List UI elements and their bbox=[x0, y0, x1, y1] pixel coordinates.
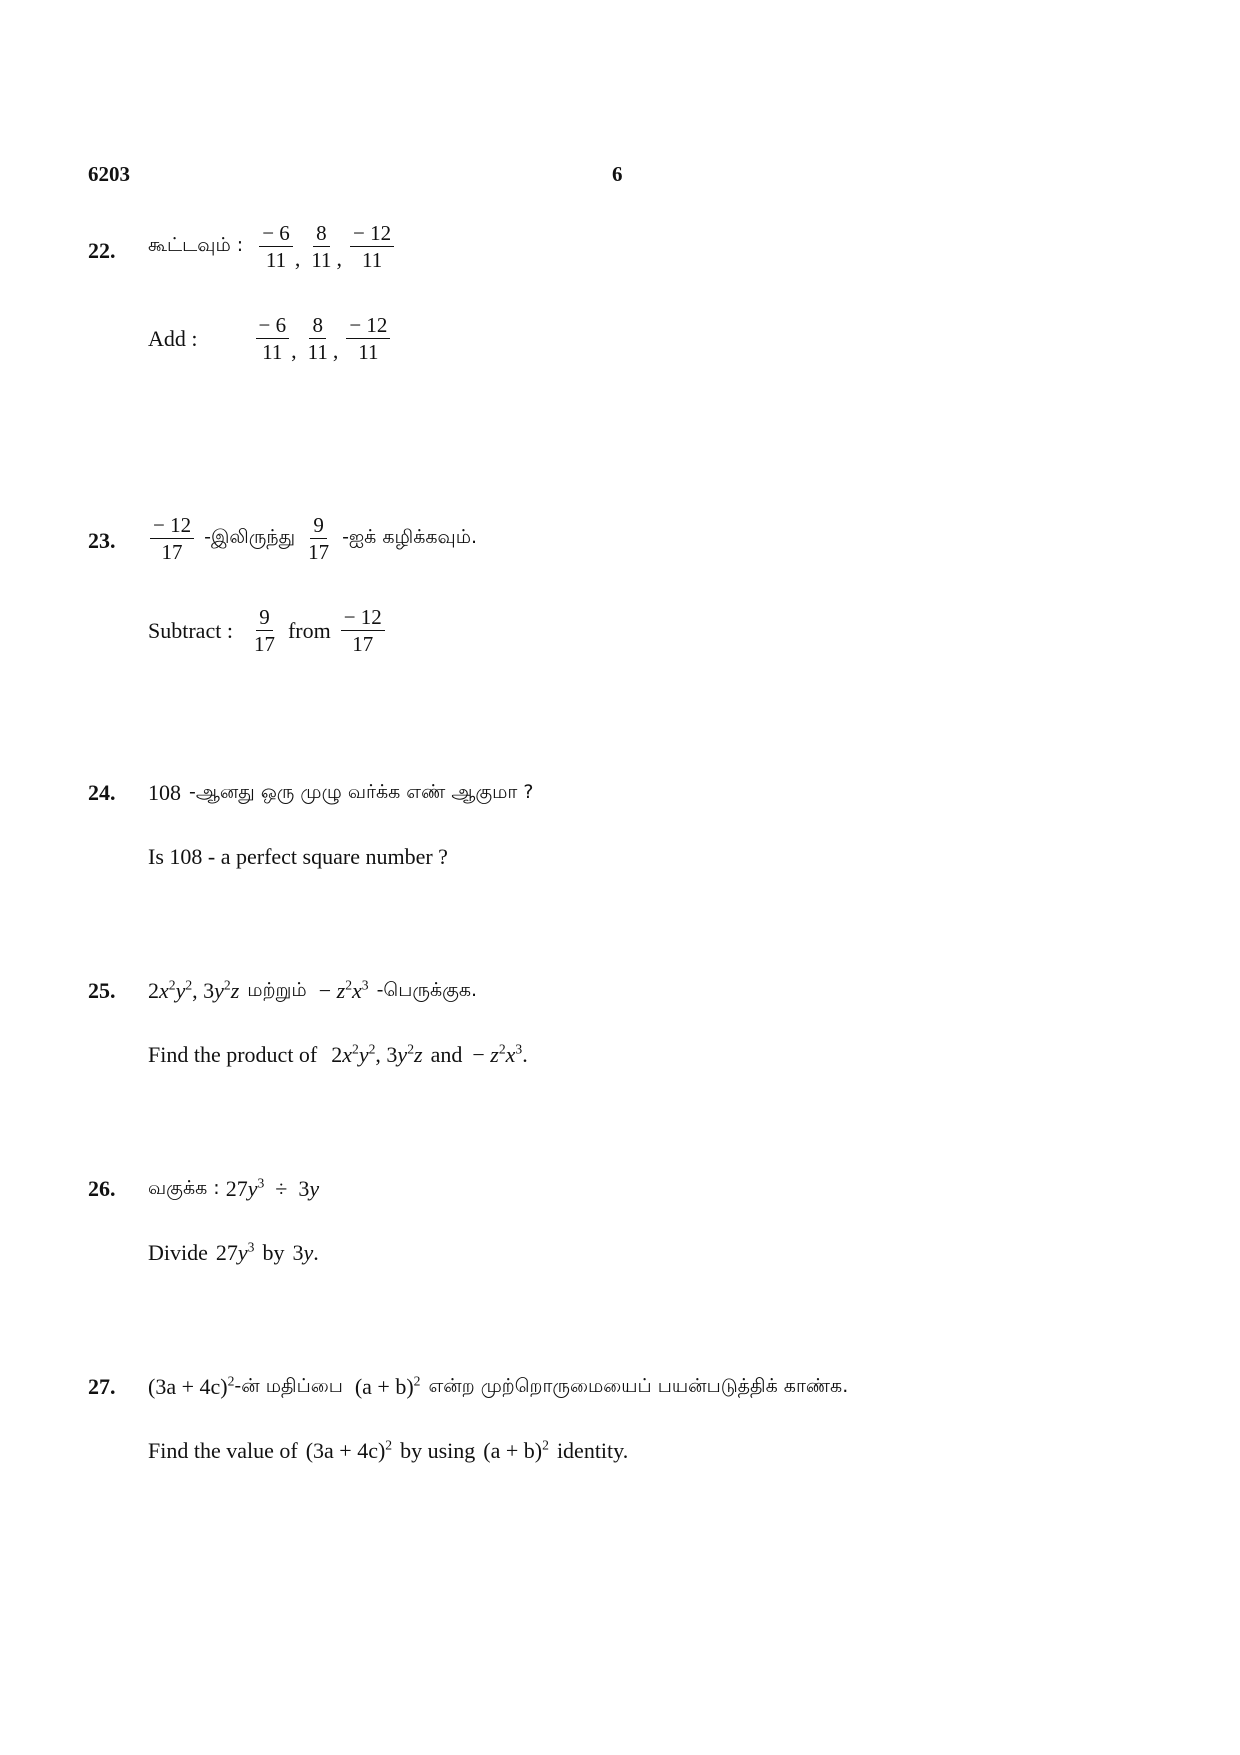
denominator: 17 bbox=[308, 540, 330, 565]
tamil-text: -ஆனது ஒரு முழு வர்க்க எண் ஆகுமா ? bbox=[189, 780, 534, 803]
english-text: by bbox=[262, 1240, 285, 1265]
question-number: 24. bbox=[88, 780, 116, 805]
fraction bbox=[256, 312, 290, 366]
numerator: 9 bbox=[256, 604, 273, 631]
numerator: − 12 bbox=[350, 220, 394, 247]
tamil-text: கூட்டவும் : bbox=[148, 234, 244, 257]
fraction bbox=[346, 312, 390, 366]
question-22-english: Add : $\frac{- 6}{11}$ , $\frac{8}{11}$ , $\frac{- 12}{11}$ bbox=[148, 312, 392, 366]
numerator: − 12 bbox=[346, 312, 390, 339]
question-number: 25. bbox=[88, 978, 116, 1003]
denominator: 11 bbox=[262, 340, 283, 365]
english-text: by using bbox=[400, 1438, 476, 1463]
math-expression: − $z^2x^3$ bbox=[318, 977, 369, 1003]
numerator: − 6 bbox=[259, 220, 293, 247]
denominator: 11 bbox=[361, 248, 383, 273]
english-text: Divide bbox=[148, 1240, 208, 1265]
number-108: 108 bbox=[148, 780, 181, 805]
english-text: and bbox=[430, 1042, 463, 1067]
numerator: 8 bbox=[313, 220, 330, 247]
page-number: 6 bbox=[612, 162, 623, 186]
question-25-english bbox=[148, 1042, 528, 1068]
math-expression: − $z^2x^3$. bbox=[472, 1041, 528, 1067]
math-expression: $27y^3$ bbox=[215, 1239, 255, 1265]
tamil-text: மற்றும் bbox=[247, 978, 307, 1001]
english-text: Find the value of bbox=[148, 1438, 298, 1463]
denominator: 11 bbox=[358, 340, 379, 365]
question-23-tamil bbox=[148, 512, 477, 566]
tamil-text: -ஐக் கழிக்கவும். bbox=[342, 526, 478, 549]
denominator: 17 bbox=[253, 632, 275, 657]
tamil-text: வகுக்க : bbox=[148, 1176, 220, 1199]
fraction bbox=[305, 512, 332, 566]
denominator: 17 bbox=[161, 540, 183, 565]
math-expression: $2x^2y^2$, $3y^2z$ bbox=[331, 1041, 423, 1067]
question-number: 23. bbox=[88, 528, 116, 553]
tamil-text: -பெருக்குக. bbox=[376, 978, 478, 1001]
question-26-english bbox=[148, 1240, 319, 1266]
denominator: 17 bbox=[352, 632, 374, 657]
fraction bbox=[150, 512, 194, 566]
question-25-tamil bbox=[148, 978, 477, 1004]
fraction bbox=[251, 604, 278, 658]
tamil-text: என்ற முற்றொருமையைப் பயன்படுத்திக் காண்க. bbox=[428, 1374, 849, 1397]
math-expression: 3y. bbox=[292, 1240, 319, 1265]
numerator: − 12 bbox=[341, 604, 385, 631]
denominator: 11 bbox=[265, 248, 287, 273]
fraction bbox=[308, 220, 334, 274]
english-text: Is 108 - a perfect square number ? bbox=[148, 844, 448, 869]
numerator: 8 bbox=[309, 312, 326, 339]
question-24-english bbox=[148, 844, 448, 870]
english-text: identity. bbox=[556, 1438, 629, 1463]
numerator: 9 bbox=[310, 512, 327, 539]
math-expression: $(a + b)^2$ bbox=[483, 1437, 549, 1463]
question-23-english bbox=[148, 604, 387, 658]
math-expression: $(3a + 4c)^2$ bbox=[305, 1437, 393, 1463]
english-text: Add : bbox=[148, 325, 198, 351]
question-number: 27. bbox=[88, 1374, 116, 1399]
math-expression: $(3a + 4c)^2$ bbox=[148, 1373, 235, 1399]
english-text: Subtract : bbox=[148, 617, 233, 643]
math-expression: $2x^2y^2$, $3y^2z$ bbox=[148, 977, 240, 1003]
question-number: 22. bbox=[88, 238, 116, 263]
paper-code: 6203 bbox=[88, 162, 130, 186]
fraction bbox=[350, 220, 394, 274]
question-22-tamil: கூட்டவும் : $\frac{- 6}{11}$ , $\frac{8}{11}$ , $\frac{- 12}{11}$ bbox=[148, 220, 396, 274]
english-text: Find the product of bbox=[148, 1042, 318, 1067]
numerator: − 6 bbox=[256, 312, 290, 339]
math-expression: $27y^3 \div 3y$ bbox=[225, 1175, 320, 1201]
fraction bbox=[305, 312, 331, 366]
question-27-english bbox=[148, 1438, 628, 1464]
math-expression: $(a + b)^2$ bbox=[354, 1373, 421, 1399]
tamil-text: -இலிருந்து bbox=[204, 526, 296, 549]
fraction bbox=[259, 220, 293, 274]
question-27-tamil bbox=[148, 1374, 848, 1400]
fraction bbox=[341, 604, 385, 658]
numerator: − 12 bbox=[150, 512, 194, 539]
english-text: from bbox=[287, 617, 331, 643]
tamil-text: -ன் மதிப்பை bbox=[234, 1374, 343, 1397]
denominator: 11 bbox=[307, 340, 328, 365]
question-number: 26. bbox=[88, 1176, 116, 1201]
question-24-tamil bbox=[148, 780, 533, 806]
question-26-tamil bbox=[148, 1176, 319, 1202]
denominator: 11 bbox=[311, 248, 332, 273]
